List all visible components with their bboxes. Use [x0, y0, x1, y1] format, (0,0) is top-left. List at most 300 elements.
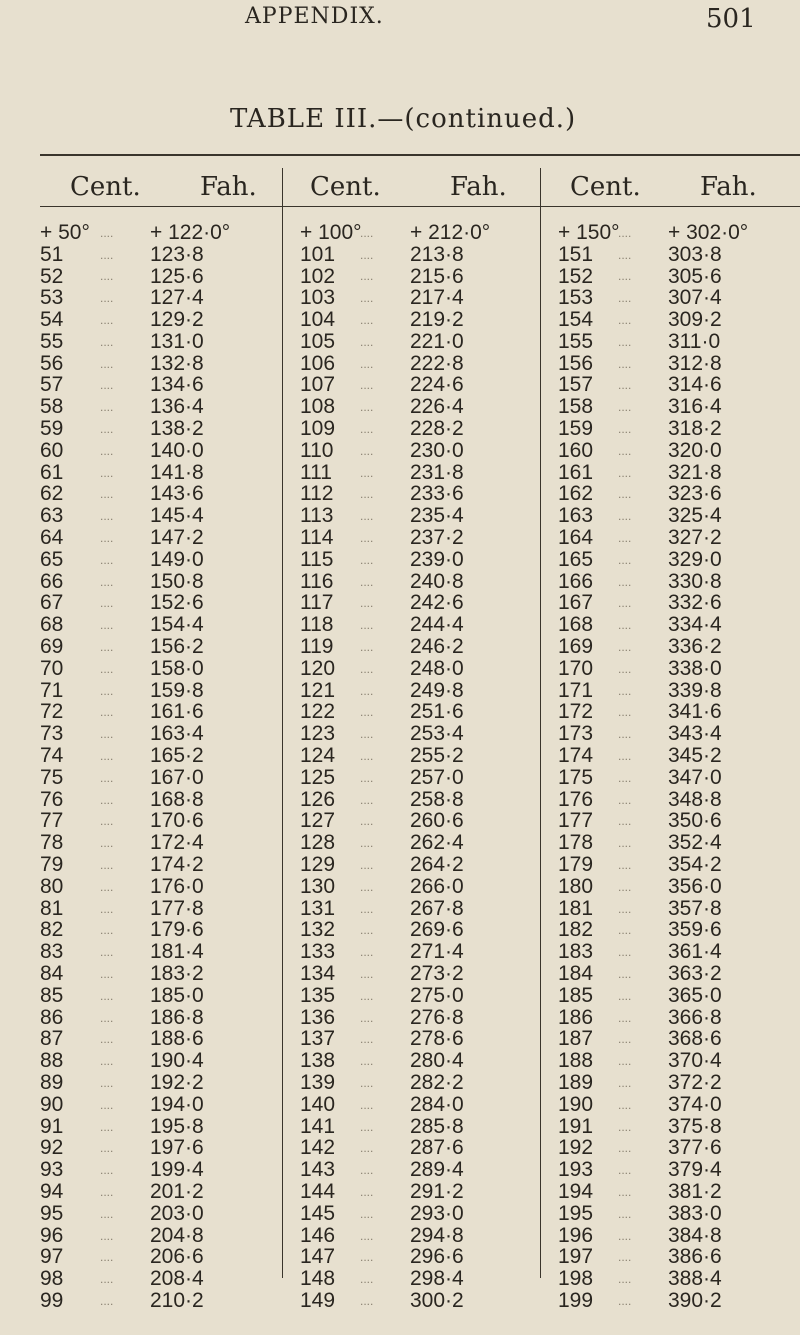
fah-value: 264·2: [410, 853, 464, 877]
leader-dots: ....: [100, 1163, 114, 1178]
fah-value: 222·8: [410, 351, 464, 375]
fah-value: 154·4: [150, 613, 204, 637]
leader-dots: ....: [360, 923, 374, 938]
fah-value: 257·0: [410, 765, 464, 789]
leader-dots: ....: [100, 247, 114, 262]
table-row: [300, 854, 520, 876]
table-row: [40, 658, 260, 680]
cent-value: 161: [558, 460, 594, 484]
cent-value: 97: [40, 1245, 64, 1269]
cent-value: 111: [300, 460, 332, 484]
cent-value: 55: [40, 329, 64, 353]
cent-value: 188: [558, 1049, 594, 1073]
cent-value: 112: [300, 482, 334, 506]
table-row: [40, 375, 260, 397]
leader-dots: ....: [360, 574, 374, 589]
fah-value: 129·2: [150, 308, 204, 332]
table-row: [40, 1159, 260, 1181]
leader-dots: ....: [618, 749, 632, 764]
fah-value: 181·4: [150, 940, 204, 964]
leader-dots: ....: [360, 836, 374, 851]
fah-value: 341·6: [668, 700, 722, 724]
cent-value: 138: [300, 1049, 336, 1073]
cent-value: 59: [40, 417, 64, 441]
cent-value: 108: [300, 395, 336, 419]
fah-value: 307·4: [668, 286, 722, 310]
cent-value: 195: [558, 1201, 594, 1225]
fah-value: 320·0: [668, 438, 722, 462]
table-row: [300, 266, 520, 288]
cent-value: 147: [300, 1245, 336, 1269]
cent-value: 127: [300, 809, 336, 833]
fah-value: 390·2: [668, 1288, 722, 1312]
cent-value: 122: [300, 700, 336, 724]
cent-value: 118: [300, 613, 334, 637]
table-row: [300, 1094, 520, 1116]
leader-dots: ....: [618, 683, 632, 698]
table-row: [558, 375, 778, 397]
leader-dots: ....: [100, 858, 114, 872]
leader-dots: ....: [100, 1054, 114, 1069]
fah-value: 253·4: [410, 722, 464, 746]
cent-value: 144: [300, 1179, 336, 1203]
page-number: 501: [706, 4, 756, 34]
cent-value: 181: [558, 896, 594, 920]
fah-value: 188·6: [150, 1027, 204, 1051]
fah-value: 267·8: [410, 896, 464, 920]
leader-dots: ....: [618, 770, 632, 785]
table-title: TABLE III.—(continued.): [230, 104, 577, 134]
leader-dots: ....: [100, 291, 114, 306]
fah-value: 228·2: [410, 417, 464, 441]
cent-value: 90: [40, 1092, 64, 1116]
table-row: [300, 287, 520, 309]
cent-value: + 150°: [558, 220, 620, 244]
leader-dots: ....: [100, 465, 114, 480]
fah-value: 127·4: [150, 286, 204, 310]
leader-dots: ....: [100, 727, 114, 742]
leader-dots: ....: [100, 1010, 114, 1025]
cent-value: 128: [300, 831, 336, 855]
table-row: [40, 549, 260, 571]
cent-value: 94: [40, 1179, 64, 1203]
table-row: [40, 1094, 260, 1116]
cent-value: 68: [40, 613, 64, 637]
cent-value: 199: [558, 1288, 594, 1312]
leader-dots: ....: [618, 291, 632, 306]
table-row: [558, 854, 778, 876]
table-row: [40, 1268, 260, 1290]
table-row: [558, 920, 778, 942]
leader-dots: ....: [618, 923, 632, 938]
fah-value: 219·2: [410, 308, 464, 332]
leader-dots: ....: [618, 1228, 632, 1243]
cent-value: 82: [40, 918, 64, 942]
fah-value: 372·2: [668, 1070, 722, 1094]
leader-dots: ....: [100, 509, 114, 524]
leader-dots: ....: [100, 1272, 114, 1287]
table-row: [300, 876, 520, 898]
table-row: [558, 898, 778, 920]
table-row: [40, 876, 260, 898]
cent-value: 117: [300, 591, 334, 615]
fah-value: 321·8: [668, 460, 722, 484]
cent-value: 176: [558, 787, 594, 811]
fah-value: + 302·0°: [668, 220, 749, 244]
leader-dots: ....: [618, 487, 632, 502]
table-row: [40, 222, 260, 244]
fah-value: 248·0: [410, 656, 464, 680]
cent-value: 51: [40, 242, 64, 266]
leader-dots: ....: [618, 814, 632, 829]
table-row: [40, 1116, 260, 1138]
table-row: [558, 658, 778, 680]
cent-value: 93: [40, 1158, 64, 1182]
leader-dots: ....: [360, 1272, 374, 1287]
cent-value: 52: [40, 264, 64, 288]
fah-value: 339·8: [668, 678, 722, 702]
leader-dots: ....: [360, 1163, 374, 1178]
fah-value: 230·0: [410, 438, 464, 462]
table-row: [300, 505, 520, 527]
leader-dots: ....: [618, 1141, 632, 1156]
cent-value: 197: [558, 1245, 594, 1269]
leader-dots: ....: [360, 1206, 374, 1221]
table-row: [558, 571, 778, 593]
table-row: [40, 440, 260, 462]
leader-dots: ....: [618, 1010, 632, 1025]
fah-value: 240·8: [410, 569, 464, 593]
table-row: [558, 353, 778, 375]
cent-value: 131: [300, 896, 336, 920]
cent-value: 182: [558, 918, 594, 942]
table-row: [558, 484, 778, 506]
table-row: [300, 702, 520, 724]
fah-value: 123·8: [150, 242, 204, 266]
table-row: [558, 309, 778, 331]
fah-value: 316·4: [668, 395, 722, 419]
fah-value: 280·4: [410, 1049, 464, 1073]
cent-value: 172: [558, 700, 594, 724]
fah-value: 143·6: [150, 482, 204, 506]
leader-dots: ....: [360, 443, 374, 458]
fah-value: 289·4: [410, 1158, 464, 1182]
fah-value: 293·0: [410, 1201, 464, 1225]
leader-dots: ....: [360, 334, 374, 349]
table-row: [300, 1159, 520, 1181]
leader-dots: ....: [360, 988, 374, 1003]
cent-value: 149: [300, 1288, 336, 1312]
cent-value: 152: [558, 264, 594, 288]
fah-value: 194·0: [150, 1092, 204, 1116]
fah-value: 239·0: [410, 547, 464, 571]
table-row: [40, 898, 260, 920]
cent-value: 109: [300, 417, 336, 441]
fah-header-3: Fah.: [700, 172, 757, 202]
cent-value: 126: [300, 787, 336, 811]
leader-dots: ....: [360, 356, 374, 371]
leader-dots: ....: [360, 596, 374, 611]
fah-value: 323·6: [668, 482, 722, 506]
table-row: [40, 636, 260, 658]
leader-dots: ....: [360, 269, 374, 284]
cent-value: 156: [558, 351, 594, 375]
cent-value: 125: [300, 765, 336, 789]
fah-value: 365·0: [668, 983, 722, 1007]
leader-dots: ....: [360, 487, 374, 502]
leader-dots: ....: [360, 1141, 374, 1156]
table-row: [40, 985, 260, 1007]
leader-dots: ....: [360, 225, 374, 240]
fah-value: 329·0: [668, 547, 722, 571]
cent-value: 192: [558, 1136, 594, 1160]
table-row: [300, 462, 520, 484]
fah-value: 165·2: [150, 744, 204, 768]
cent-value: 56: [40, 351, 64, 375]
leader-dots: ....: [100, 269, 114, 284]
fah-value: 176·0: [150, 874, 204, 898]
leader-dots: ....: [360, 1119, 374, 1134]
cent-value: 101: [300, 242, 336, 266]
leader-dots: ....: [618, 400, 632, 415]
table-row: [40, 1137, 260, 1159]
cent-value: 83: [40, 940, 64, 964]
fah-value: 294·8: [410, 1223, 464, 1247]
fah-value: 370·4: [668, 1049, 722, 1073]
leader-dots: ....: [360, 661, 374, 676]
leader-dots: ....: [618, 1272, 632, 1287]
leader-dots: ....: [618, 836, 632, 851]
cent-header-2: Cent.: [310, 172, 381, 202]
table-row: [300, 920, 520, 942]
leader-dots: ....: [618, 531, 632, 546]
leader-dots: ....: [618, 1097, 632, 1112]
table-row: [300, 440, 520, 462]
fah-value: 221·0: [410, 329, 464, 353]
fah-value: 381·2: [668, 1179, 722, 1203]
cent-value: 72: [40, 700, 64, 724]
table-row: [300, 832, 520, 854]
cent-value: 99: [40, 1288, 64, 1312]
cent-value: 74: [40, 744, 64, 768]
cent-value: 114: [300, 526, 334, 550]
table-row: [300, 789, 520, 811]
leader-dots: ....: [360, 1228, 374, 1243]
cent-value: 98: [40, 1267, 64, 1291]
cent-value: 85: [40, 983, 64, 1007]
fah-value: + 122·0°: [150, 220, 231, 244]
table-row: [300, 549, 520, 571]
cent-value: 179: [558, 853, 594, 877]
table-row: [558, 287, 778, 309]
cent-value: 148: [300, 1267, 336, 1291]
leader-dots: ....: [360, 749, 374, 764]
leader-dots: ....: [360, 792, 374, 807]
leader-dots: ....: [618, 901, 632, 916]
leader-dots: ....: [618, 1054, 632, 1069]
leader-dots: ....: [100, 443, 114, 458]
fah-value: 201·2: [150, 1179, 204, 1203]
cent-value: 194: [558, 1179, 594, 1203]
cent-value: 53: [40, 286, 64, 310]
cent-value: 170: [558, 656, 594, 680]
fah-value: 185·0: [150, 983, 204, 1007]
fah-value: 327·2: [668, 526, 722, 550]
fah-value: 311·0: [668, 329, 721, 353]
cent-value: 185: [558, 983, 594, 1007]
fah-value: 377·6: [668, 1136, 722, 1160]
table-row: [558, 1116, 778, 1138]
leader-dots: ....: [100, 814, 114, 829]
fah-value: 300·2: [410, 1288, 464, 1312]
leader-dots: ....: [360, 291, 374, 306]
leader-dots: ....: [360, 247, 374, 262]
table-row: [40, 1007, 260, 1029]
cent-value: 102: [300, 264, 336, 288]
table-row: [40, 832, 260, 854]
cent-value: 137: [300, 1027, 336, 1051]
table-row: [300, 1225, 520, 1247]
cent-value: 123: [300, 722, 336, 746]
cent-value: 177: [558, 809, 594, 833]
table-row: [40, 789, 260, 811]
cent-value: 158: [558, 395, 594, 419]
leader-dots: ....: [100, 966, 114, 981]
cent-value: 62: [40, 482, 64, 506]
cent-value: 157: [558, 373, 594, 397]
table-row: [300, 811, 520, 833]
cent-value: 58: [40, 395, 64, 419]
fah-value: 213·8: [410, 242, 464, 266]
cent-value: 166: [558, 569, 594, 593]
leader-dots: ....: [618, 727, 632, 742]
leader-dots: ....: [360, 1054, 374, 1069]
table-row: [558, 614, 778, 636]
leader-dots: ....: [618, 1032, 632, 1047]
leader-dots: ....: [100, 552, 114, 567]
fah-value: 224·6: [410, 373, 464, 397]
table-row: [40, 353, 260, 375]
leader-dots: ....: [360, 313, 374, 328]
fah-value: 348·8: [668, 787, 722, 811]
cent-value: 163: [558, 504, 594, 528]
fah-value: 179·6: [150, 918, 204, 942]
table-row: [300, 244, 520, 266]
table-row: [300, 571, 520, 593]
cent-value: 115: [300, 547, 334, 571]
table-row: [300, 593, 520, 615]
leader-dots: ....: [618, 966, 632, 981]
table-row: [300, 1268, 520, 1290]
table-row: [40, 593, 260, 615]
column-divider-1: [282, 168, 283, 1278]
leader-dots: ....: [360, 422, 374, 437]
table-row: [558, 1268, 778, 1290]
fah-value: 210·2: [150, 1288, 204, 1312]
fah-value: 156·2: [150, 635, 204, 659]
table-row: [40, 527, 260, 549]
fah-value: 332·6: [668, 591, 722, 615]
cent-value: 71: [40, 678, 64, 702]
leader-dots: ....: [100, 596, 114, 611]
table-row: [300, 1290, 520, 1312]
fah-value: 170·6: [150, 809, 204, 833]
leader-dots: ....: [360, 814, 374, 829]
leader-dots: ....: [618, 596, 632, 611]
leader-dots: ....: [100, 574, 114, 589]
cent-value: 154: [558, 308, 594, 332]
fah-value: 246·2: [410, 635, 464, 659]
table-row: [300, 375, 520, 397]
table-row: [40, 1203, 260, 1225]
leader-dots: ....: [360, 531, 374, 546]
cent-value: 113: [300, 504, 334, 528]
fah-value: 361·4: [668, 940, 722, 964]
fah-value: 251·6: [410, 700, 464, 724]
table-row: [300, 745, 520, 767]
fah-value: 150·8: [150, 569, 204, 593]
fah-value: 266·0: [410, 874, 464, 898]
table-row: [558, 1181, 778, 1203]
cent-value: 186: [558, 1005, 594, 1029]
cent-value: 130: [300, 874, 336, 898]
fah-value: 190·4: [150, 1049, 204, 1073]
leader-dots: ....: [100, 1075, 114, 1090]
leader-dots: ....: [100, 792, 114, 807]
fah-value: 336·2: [668, 635, 722, 659]
table-row: [558, 418, 778, 440]
table-row: [40, 1246, 260, 1268]
table-row: [558, 941, 778, 963]
fah-value: 237·2: [410, 526, 464, 550]
fah-value: 186·8: [150, 1005, 204, 1029]
leader-dots: ....: [360, 1010, 374, 1025]
leader-dots: ....: [618, 705, 632, 720]
leader-dots: ....: [618, 858, 632, 872]
leader-dots: ....: [360, 509, 374, 524]
table-row: [300, 527, 520, 549]
leader-dots: ....: [100, 1228, 114, 1243]
leader-dots: ....: [100, 531, 114, 546]
fah-value: 343·4: [668, 722, 722, 746]
fah-value: 278·6: [410, 1027, 464, 1051]
table-row: [40, 1181, 260, 1203]
cent-value: 180: [558, 874, 594, 898]
fah-value: 217·4: [410, 286, 464, 310]
cent-value: 142: [300, 1136, 336, 1160]
table-row: [40, 680, 260, 702]
table-row: [40, 287, 260, 309]
fah-value: 231·8: [410, 460, 464, 484]
fah-value: 366·8: [668, 1005, 722, 1029]
fah-value: 199·4: [150, 1158, 204, 1182]
cent-value: 191: [558, 1114, 594, 1138]
table-row: [40, 811, 260, 833]
leader-dots: ....: [360, 640, 374, 655]
cent-value: 143: [300, 1158, 336, 1182]
table-row: [558, 963, 778, 985]
fah-value: 192·2: [150, 1070, 204, 1094]
fah-value: 208·4: [150, 1267, 204, 1291]
leader-dots: ....: [618, 313, 632, 328]
leader-dots: ....: [360, 1097, 374, 1112]
table-row: [40, 854, 260, 876]
table-row: [40, 244, 260, 266]
table-row: [300, 767, 520, 789]
leader-dots: ....: [618, 269, 632, 284]
cent-value: 196: [558, 1223, 594, 1247]
cent-value: 63: [40, 504, 64, 528]
